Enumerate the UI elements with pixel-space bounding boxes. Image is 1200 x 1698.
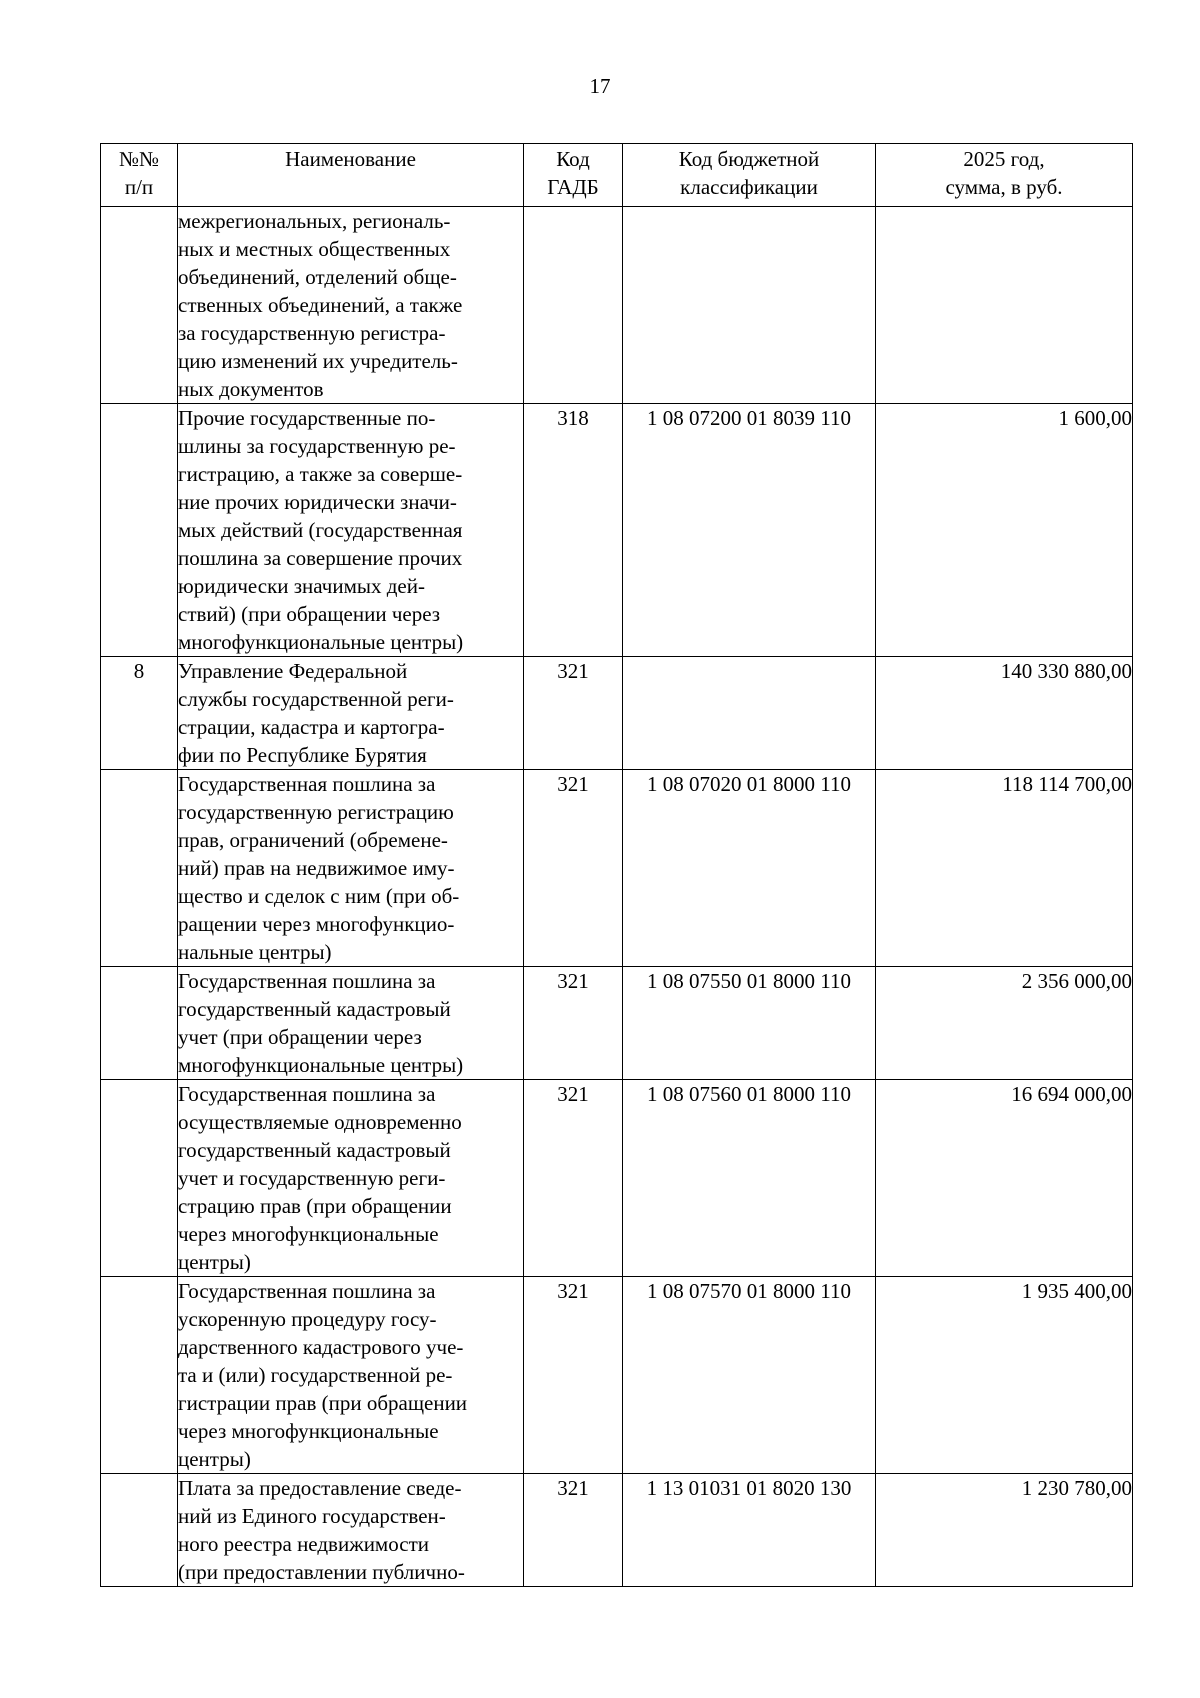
row-kbk — [623, 657, 876, 770]
row-num — [101, 770, 178, 967]
table-row — [101, 770, 1133, 967]
table-row — [101, 967, 1133, 1080]
row-sum: 140 330 880,00 — [876, 657, 1133, 770]
row-kbk: 1 08 07200 01 8039 110 — [623, 404, 876, 657]
header-name-line1: Наименование — [285, 147, 416, 171]
table-header-row — [101, 144, 1133, 207]
row-kbk: 1 13 01031 01 8020 130 — [623, 1474, 876, 1587]
row-sum: 1 600,00 — [876, 404, 1133, 657]
budget-table — [100, 143, 1133, 1587]
row-gadb: 321 — [524, 967, 623, 1080]
page-number: 17 — [589, 74, 611, 98]
row-kbk: 1 08 07560 01 8000 110 — [623, 1080, 876, 1277]
row-sum — [876, 207, 1133, 404]
row-name-text: Государственная пошлина за государственный кадастровый учет (при обращении через многофункциональные центры) — [178, 969, 464, 1077]
row-gadb: 321 — [524, 1277, 623, 1474]
header-gadb-line2: ГАДБ — [547, 175, 599, 199]
row-kbk: 1 08 07550 01 8000 110 — [623, 967, 876, 1080]
header-kbk-line1: Код бюджетной — [678, 147, 820, 171]
table-row — [101, 1474, 1133, 1587]
row-name-text: межрегиональных, региональ- ных и местных общественных объединений, отделений обще- ственных объединений, а также за государственную регистра- цию изменений их учредитель- ных документов — [178, 209, 463, 401]
table-row — [101, 657, 1133, 770]
row-name — [178, 404, 524, 657]
row-num — [101, 967, 178, 1080]
row-sum: 1 230 780,00 — [876, 1474, 1133, 1587]
row-num — [101, 207, 178, 404]
row-name-text: Государственная пошлина за осуществляемые одновременно государственный кадастровый учет и государственную реги- страцию прав (при обращении через многофункциональные центры) — [178, 1082, 462, 1274]
row-name — [178, 1474, 524, 1587]
row-kbk: 1 08 07020 01 8000 110 — [623, 770, 876, 967]
row-name-text: Управление Федеральной службы государственной реги- страции, кадастра и картогра- фии по Республике Бурятия — [178, 659, 454, 767]
header-gadb-line1: Код — [556, 147, 590, 171]
header-gadb — [524, 144, 623, 207]
row-gadb: 318 — [524, 404, 623, 657]
row-num: 8 — [101, 657, 178, 770]
header-num-line1: №№ — [118, 147, 160, 171]
row-gadb: 321 — [524, 657, 623, 770]
row-num — [101, 404, 178, 657]
row-name — [178, 1080, 524, 1277]
header-kbk — [623, 144, 876, 207]
row-gadb: 321 — [524, 1474, 623, 1587]
row-kbk — [623, 207, 876, 404]
table-row — [101, 404, 1133, 657]
row-name — [178, 967, 524, 1080]
row-sum: 1 935 400,00 — [876, 1277, 1133, 1474]
table-row — [101, 207, 1133, 404]
row-name-text: Государственная пошлина за государственную регистрацию прав, ограничений (обремене- ний) прав на недвижимое иму- щество и сделок с ним (при об- ращении через многофункцио- нальные центры) — [178, 772, 460, 964]
header-num — [101, 144, 178, 207]
header-sum — [876, 144, 1133, 207]
row-name-text: Прочие государственные по- шлины за государственную ре- гистрацию, а также за соверше- ние прочих юридически значи- мых действий (государственная пошлина за совершение прочих юридически значимых дей- ствий) (при обращении через многофункциональные центры) — [178, 406, 464, 654]
header-name — [178, 144, 524, 207]
row-kbk: 1 08 07570 01 8000 110 — [623, 1277, 876, 1474]
header-sum-line1: 2025 год, — [963, 147, 1045, 171]
row-sum: 2 356 000,00 — [876, 967, 1133, 1080]
row-name-text: Государственная пошлина за ускоренную процедуру госу- дарственного кадастрового уче- та и (или) государственной ре- гистрации прав (при обращении через многофункциональные центры) — [178, 1279, 468, 1471]
row-name-text: Плата за предоставление сведе- ний из Единого государствен- ного реестра недвижимости (при предоставлении публично- — [178, 1476, 465, 1584]
header-num-line2: п/п — [124, 175, 154, 199]
row-num — [101, 1080, 178, 1277]
table-row — [101, 1277, 1133, 1474]
row-name — [178, 207, 524, 404]
row-gadb: 321 — [524, 770, 623, 967]
row-gadb — [524, 207, 623, 404]
row-name — [178, 1277, 524, 1474]
row-name — [178, 770, 524, 967]
row-sum: 118 114 700,00 — [876, 770, 1133, 967]
header-sum-line2: сумма, в руб. — [945, 175, 1063, 199]
row-sum: 16 694 000,00 — [876, 1080, 1133, 1277]
row-name — [178, 657, 524, 770]
row-num — [101, 1277, 178, 1474]
row-num — [101, 1474, 178, 1587]
row-gadb: 321 — [524, 1080, 623, 1277]
header-kbk-line2: классификации — [680, 175, 818, 199]
table-row — [101, 1080, 1133, 1277]
